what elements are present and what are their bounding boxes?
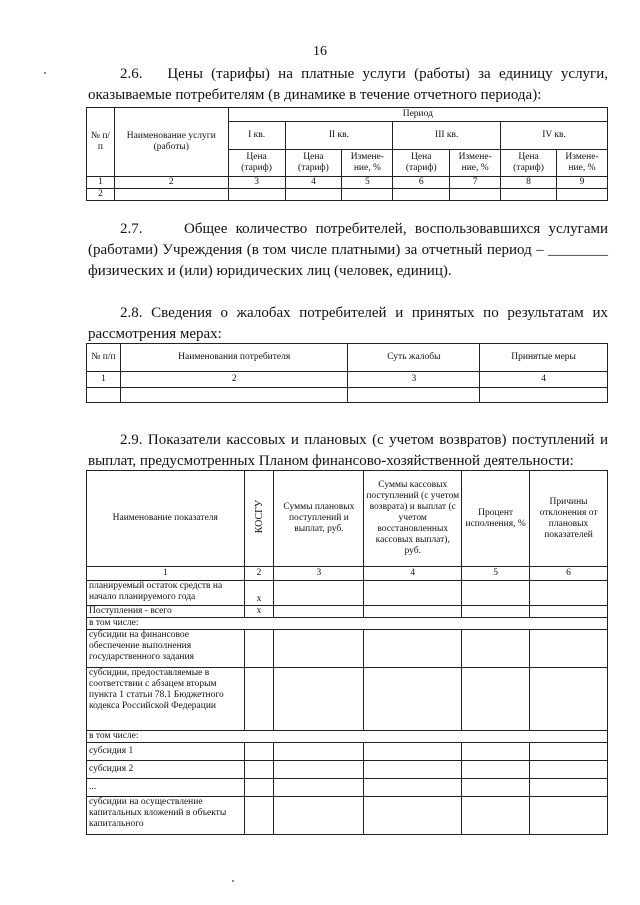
index-cell: 3	[228, 177, 285, 189]
row-number: 2	[87, 189, 115, 201]
col-indicator-header: Наименование показателя	[87, 471, 245, 567]
index-cell: 2	[120, 372, 348, 388]
index-cell: 7	[450, 177, 501, 189]
index-cell: 2	[114, 177, 228, 189]
index-cell: 5	[462, 567, 530, 581]
page-number: 16	[313, 44, 327, 59]
col-reason-header: Причины отклонения от плановых показателей	[530, 471, 608, 567]
section-2-8-heading: 2.8. Сведения о жалобах потребителей и принятых по результатам их рассмотрения мерах:	[88, 305, 608, 342]
price-header: Цена (тариф)	[285, 150, 342, 177]
col-cash-header: Суммы кассовых поступлений (с учетом возврата) и выплат (с учетом восстановленных кассовых выплат), руб.	[364, 471, 462, 567]
index-cell: 1	[87, 567, 245, 581]
col-consumer-header: Наименования потребителя	[120, 344, 348, 372]
index-cell: 1	[87, 372, 121, 388]
index-cell: 2	[244, 567, 274, 581]
scan-speck	[44, 72, 46, 74]
table-row-label: субсидии, предоставляемые в соответствии с абзацем вторым пункта 1 статьи 78.1 Бюджетного кодекса Российской Федерации	[87, 668, 245, 731]
table-row-label: субсидии на осуществление капитальных вложений в объекты капитального	[87, 797, 245, 835]
prices-table	[86, 107, 608, 201]
index-cell: 4	[480, 372, 608, 388]
table-row-label: ...	[87, 779, 245, 797]
scan-speck	[232, 880, 234, 882]
index-cell: 3	[348, 372, 480, 388]
price-header: Цена (тариф)	[228, 150, 285, 177]
col-essence-header: Суть жалобы	[348, 344, 480, 372]
index-cell: 4	[364, 567, 462, 581]
index-cell: 5	[342, 177, 393, 189]
table-row-label: Поступления - всего	[87, 606, 245, 618]
col-num-header: № п/п	[87, 108, 115, 177]
table-row-label: субсидия 1	[87, 743, 245, 761]
index-cell: 9	[557, 177, 608, 189]
change-header: Измене- ние, %	[450, 150, 501, 177]
finance-table	[86, 470, 608, 835]
table-row-label: в том числе:	[87, 618, 608, 630]
table-row-label: субсидии на финансовое обеспечение выполнения государственного задания	[87, 630, 245, 668]
price-header: Цена (тариф)	[501, 150, 557, 177]
section-2-7-text: 2.7. Общее количество потребителей, воспользовавшихся услугами (работами) Учреждения (в том числе платными) за отчетный период – ________ физических и (или) юридических лиц (человек, единиц).	[88, 221, 608, 279]
index-cell: 4	[285, 177, 342, 189]
q3-header: III кв.	[393, 122, 501, 150]
complaints-table	[86, 343, 608, 403]
section-2-6-heading: 2.6. Цены (тарифы) на платные услуги (работы) за единицу услуги, оказываемые потребителям (в динамике в течение отчетного периода):	[88, 66, 608, 103]
index-cell: 3	[274, 567, 364, 581]
index-cell: 8	[501, 177, 557, 189]
table-row-label: планируемый остаток средств на начало планируемого года	[87, 581, 245, 606]
col-plan-header: Суммы плановых поступлений и выплат, руб.	[274, 471, 364, 567]
index-cell: 6	[530, 567, 608, 581]
table-row-label: субсидия 2	[87, 761, 245, 779]
index-cell: 1	[87, 177, 115, 189]
col-service-header: Наименование услуги (работы)	[114, 108, 228, 177]
col-percent-header: Процент исполнения, %	[462, 471, 530, 567]
change-header: Измене- ние, %	[342, 150, 393, 177]
kosgu-cell: x	[244, 581, 274, 606]
q1-header: I кв.	[228, 122, 285, 150]
col-num-header: № п/п	[87, 344, 121, 372]
q4-header: IV кв.	[501, 122, 608, 150]
price-header: Цена (тариф)	[393, 150, 450, 177]
col-measures-header: Принятые меры	[480, 344, 608, 372]
table-row-label: в том числе:	[87, 731, 608, 743]
period-header: Период	[228, 108, 607, 122]
section-2-9-heading: 2.9. Показатели кассовых и плановых (с учетом возвратов) поступлений и выплат, предусмотренных Планом финансово-хозяйственной деятельности:	[88, 432, 608, 469]
change-header: Измене- ние, %	[557, 150, 608, 177]
kosgu-cell: x	[244, 606, 274, 618]
col-kosgu-header: КОСГУ	[244, 471, 274, 567]
q2-header: II кв.	[285, 122, 393, 150]
index-cell: 6	[393, 177, 450, 189]
